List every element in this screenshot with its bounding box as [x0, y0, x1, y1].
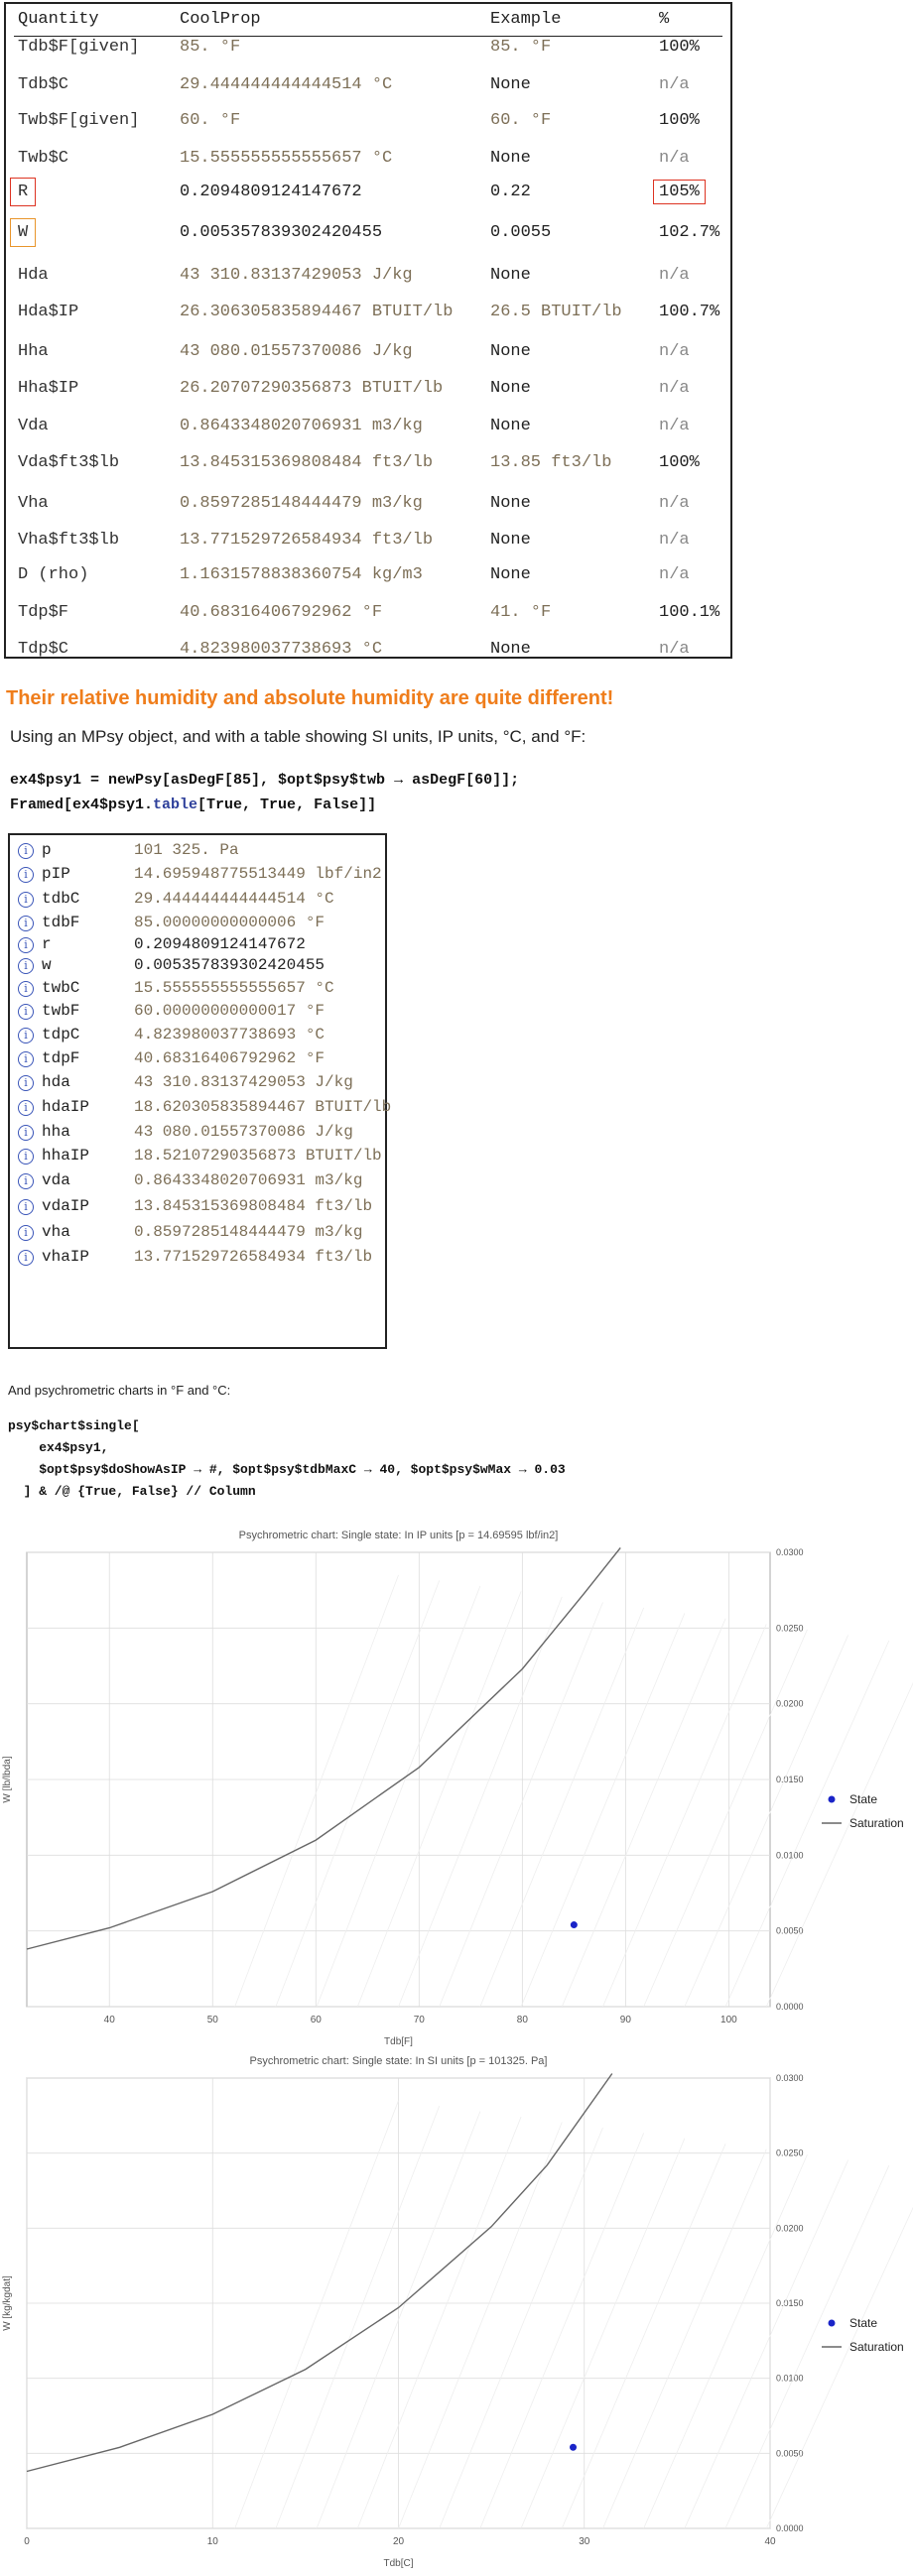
example-cell: 60. °F [490, 111, 552, 130]
percent-cell: n/a [659, 640, 690, 659]
example-cell: 85. °F [490, 38, 552, 57]
quantity-cell: Hda [18, 266, 49, 285]
property-name: tdbC [42, 890, 80, 908]
property-value: 0.8597285148444479 m3/kg [134, 1223, 363, 1241]
coolprop-cell: 26.306305835894467 BTUIT/lb [180, 303, 454, 321]
property-value: 4.823980037738693 °C [134, 1026, 326, 1043]
coolprop-cell: 40.68316406792962 °F [180, 603, 383, 622]
info-icon[interactable]: i [18, 892, 34, 908]
y-tick-label: 0.0200 [776, 2223, 804, 2234]
x-tick-label: 90 [619, 2015, 631, 2025]
percent-cell: 100.1% [659, 603, 720, 622]
saturation-curve [27, 1547, 620, 1949]
coolprop-cell: 0.8597285148444479 m3/kg [180, 494, 423, 513]
property-value: 13.771529726584934 ft3/lb [134, 1248, 373, 1266]
quantity-cell: Tdp$F [18, 603, 69, 622]
property-value: 0.2094809124147672 [134, 935, 306, 953]
quantity-cell: Tdb$C [18, 75, 69, 94]
comparison-table [4, 2, 732, 659]
property-name: hhaIP [42, 1147, 90, 1165]
info-icon[interactable]: i [18, 981, 34, 997]
percent-cell: n/a [659, 531, 690, 550]
quantity-cell: R [10, 178, 36, 206]
coolprop-cell: 1.1631578838360754 kg/m3 [180, 565, 423, 584]
x-axis-label: Tdb[C] [383, 2558, 414, 2569]
percent-cell: n/a [659, 417, 690, 435]
y-tick-label: 0.0150 [776, 1775, 804, 1784]
background-guide-line [235, 1575, 399, 2007]
x-tick-label: 80 [516, 2015, 528, 2025]
background-guide-line [276, 2106, 440, 2528]
coolprop-cell: 0.005357839302420455 [180, 223, 383, 242]
code-line: ] & /@ {True, False} // Column [8, 1484, 256, 1499]
property-name: r [42, 935, 52, 953]
chart-title: Psychrometric chart: Single state: In SI units [p = 101325. Pa] [249, 2055, 548, 2067]
quantity-cell: Vha [18, 494, 49, 513]
code-line-1: ex4$psy1 = newPsy[asDegF[85], $opt$psy$twb → asDegF[60]]; [10, 772, 520, 789]
y-tick-label: 0.0250 [776, 2147, 804, 2158]
x-tick-label: 70 [413, 2015, 425, 2025]
chart-title: Psychrometric chart: Single state: In IP units [p = 14.69595 lbf/in2] [238, 1530, 559, 1541]
y-axis-label: W [lb/lbda] [2, 1756, 13, 1803]
quantity-cell: W [10, 218, 36, 247]
background-guide-line [440, 2128, 603, 2528]
quantity-cell: Tdp$C [18, 640, 69, 659]
info-icon[interactable]: i [18, 1075, 34, 1091]
quantity-cell: Hha [18, 342, 49, 361]
background-guide-line [357, 1591, 521, 2007]
coolprop-cell: 13.845315369808484 ft3/lb [180, 453, 434, 472]
header-example: Example [490, 10, 562, 29]
legend-state-label: State [849, 1792, 878, 1806]
table-row [14, 453, 722, 483]
percent-cell: 100.7% [659, 303, 720, 321]
background-guide-line [317, 1586, 480, 2007]
info-icon[interactable]: i [18, 1199, 34, 1215]
quantity-cell: Tdb$F[given] [18, 38, 140, 57]
property-name: twbF [42, 1002, 80, 1020]
x-tick-label: 50 [206, 2015, 218, 2025]
y-tick-label: 0.0050 [776, 2448, 804, 2459]
percent-cell: n/a [659, 75, 690, 94]
table-row [14, 417, 722, 446]
example-cell: None [490, 640, 531, 659]
example-cell: None [490, 75, 531, 94]
background-guide-line [685, 1635, 848, 2007]
percent-cell: 100% [659, 453, 700, 472]
y-tick-label: 0.0050 [776, 1925, 804, 1936]
table-row [14, 379, 722, 409]
x-tick-label: 10 [206, 2536, 218, 2547]
table-row [14, 494, 722, 524]
table-row [14, 531, 722, 560]
background-guide-line [235, 2101, 399, 2528]
property-name: tdpF [42, 1049, 80, 1067]
y-tick-label: 0.0250 [776, 1623, 804, 1634]
property-name: tdbF [42, 914, 80, 931]
property-value: 13.845315369808484 ft3/lb [134, 1197, 373, 1215]
x-tick-label: 30 [579, 2536, 590, 2547]
legend-saturation-label: Saturation [849, 1816, 904, 1830]
code-line: ex4$psy1, [8, 1440, 109, 1455]
background-guide-line [521, 1613, 685, 2007]
info-icon[interactable]: i [18, 867, 34, 883]
quantity-cell: Vda$ft3$lb [18, 453, 120, 472]
y-tick-label: 0.0200 [776, 1698, 804, 1709]
background-guide-line [480, 2133, 644, 2528]
x-tick-label: 20 [392, 2536, 405, 2547]
legend-state-marker [829, 2320, 836, 2327]
coolprop-cell: 0.8643348020706931 m3/kg [180, 417, 423, 435]
code-text: [True, True, False]] [197, 797, 377, 813]
property-value: 43 310.83137429053 J/kg [134, 1073, 353, 1091]
legend-state-label: State [849, 2316, 878, 2330]
x-tick-label: 0 [24, 2536, 30, 2547]
code-line: $opt$psy$doShowAsIP → #, $opt$psy$tdbMaxC → 40, $opt$psy$wMax → 0.03 [8, 1462, 566, 1477]
background-guide-line [276, 1580, 440, 2007]
property-name: twbC [42, 979, 80, 997]
background-guide-line [644, 1630, 808, 2007]
property-name: hdaIP [42, 1098, 90, 1116]
header-percent: % [659, 10, 670, 29]
ip-psychrometric-chart [0, 1523, 913, 2058]
property-value: 60.00000000000017 °F [134, 1002, 326, 1020]
property-value: 43 080.01557370086 J/kg [134, 1123, 353, 1141]
info-icon[interactable]: i [18, 1225, 34, 1241]
info-icon[interactable]: i [18, 958, 34, 974]
property-name: hha [42, 1123, 70, 1141]
coolprop-cell: 26.20707290356873 BTUIT/lb [180, 379, 444, 398]
example-cell: None [490, 379, 531, 398]
table-row [14, 603, 722, 633]
coolprop-cell: 60. °F [180, 111, 241, 130]
property-value: 0.005357839302420455 [134, 956, 326, 974]
property-name: vhaIP [42, 1248, 90, 1266]
y-tick-label: 0.0300 [776, 1547, 804, 1557]
x-axis-label: Tdb[F] [384, 2036, 413, 2047]
property-value: 85.00000000000006 °F [134, 914, 326, 931]
code-line-2 [10, 797, 376, 813]
quantity-cell: Twb$C [18, 149, 69, 168]
property-name: vda [42, 1171, 70, 1189]
property-value: 15.555555555555657 °C [134, 979, 334, 997]
example-cell: None [490, 342, 531, 361]
info-icon[interactable]: i [18, 1149, 34, 1165]
state-point [570, 2444, 577, 2451]
code-keyword: table [153, 797, 198, 813]
quantity-cell: Vda [18, 417, 49, 435]
background-guide-line [440, 1602, 603, 2007]
example-cell: 26.5 BTUIT/lb [490, 303, 622, 321]
example-cell: 13.85 ft3/lb [490, 453, 612, 472]
percent-cell: 100% [659, 111, 700, 130]
percent-cell: 105% [653, 180, 706, 204]
percent-cell: n/a [659, 342, 690, 361]
state-point [571, 1921, 578, 1928]
background-guide-line [602, 1624, 766, 2007]
legend-state-marker [829, 1796, 836, 1803]
example-cell: None [490, 531, 531, 550]
charts-paragraph: And psychrometric charts in °F and °C: [8, 1383, 231, 1398]
info-icon[interactable]: i [18, 1173, 34, 1189]
quantity-cell: Vha$ft3$lb [18, 531, 120, 550]
info-icon[interactable]: i [18, 1051, 34, 1067]
property-name: hda [42, 1073, 70, 1091]
property-name: vha [42, 1223, 70, 1241]
property-value: 0.8643348020706931 m3/kg [134, 1171, 363, 1189]
property-value: 40.68316406792962 °F [134, 1049, 326, 1067]
quantity-cell: Twb$F[given] [18, 111, 140, 130]
background-guide-line [521, 2139, 685, 2528]
coolprop-cell: 4.823980037738693 °C [180, 640, 383, 659]
coolprop-cell: 43 310.83137429053 J/kg [180, 266, 413, 285]
table-row [14, 38, 722, 67]
si-psychrometric-chart [0, 2048, 913, 2576]
header-quantity: Quantity [18, 10, 99, 29]
example-cell: 0.0055 [490, 223, 552, 242]
coolprop-cell: 15.555555555555657 °C [180, 149, 393, 168]
table-row [14, 342, 722, 372]
info-icon[interactable]: i [18, 937, 34, 953]
example-cell: None [490, 565, 531, 584]
background-guide-line [602, 2149, 766, 2528]
info-icon[interactable]: i [18, 1250, 34, 1266]
table-row [14, 223, 722, 253]
background-guide-line [685, 2160, 848, 2528]
coolprop-cell: 0.2094809124147672 [180, 183, 362, 201]
percent-cell: n/a [659, 565, 690, 584]
background-guide-line [562, 2144, 725, 2528]
y-tick-label: 0.0100 [776, 2373, 804, 2384]
percent-cell: 100% [659, 38, 700, 57]
property-value: 18.620305835894467 BTUIT/lb [134, 1098, 392, 1116]
x-tick-label: 40 [103, 2015, 115, 2025]
x-tick-label: 40 [764, 2536, 776, 2547]
background-guide-line [480, 1608, 644, 2007]
background-guide-line [357, 2117, 521, 2528]
quantity-cell: D (rho) [18, 565, 89, 584]
example-cell: None [490, 149, 531, 168]
info-icon[interactable]: i [18, 1028, 34, 1043]
info-icon[interactable]: i [18, 1100, 34, 1116]
example-cell: 41. °F [490, 603, 552, 622]
header-coolprop: CoolProp [180, 10, 261, 29]
property-value: 18.52107290356873 BTUIT/lb [134, 1147, 382, 1165]
example-cell: None [490, 417, 531, 435]
coolprop-cell: 29.444444444444514 °C [180, 75, 393, 94]
table-row [14, 640, 722, 670]
table-row [14, 565, 722, 595]
code-line: psy$chart$single[ [8, 1418, 140, 1433]
percent-cell: n/a [659, 266, 690, 285]
info-icon[interactable]: i [18, 916, 34, 931]
y-axis-label: W [kg/kgdat] [2, 2275, 13, 2331]
code-text: Framed[ex4$psy1. [10, 797, 154, 813]
background-guide-line [562, 1619, 725, 2007]
x-tick-label: 60 [310, 2015, 322, 2025]
property-name: tdpC [42, 1026, 80, 1043]
background-guide-line [644, 2154, 808, 2528]
y-tick-label: 0.0000 [776, 2002, 804, 2012]
table-row [14, 75, 722, 105]
background-guide-line [399, 1597, 563, 2007]
saturation-curve [27, 2074, 612, 2472]
psy-object-table [8, 833, 392, 1349]
example-cell: 0.22 [490, 183, 531, 201]
coolprop-cell: 85. °F [180, 38, 241, 57]
property-value: 14.695948775513449 lbf/in2 [134, 865, 382, 883]
quantity-cell: Hha$IP [18, 379, 79, 398]
table-row [14, 149, 722, 179]
percent-cell: n/a [659, 379, 690, 398]
example-cell: None [490, 494, 531, 513]
property-name: pIP [42, 865, 70, 883]
property-value: 101 325. Pa [134, 841, 239, 859]
y-tick-label: 0.0300 [776, 2073, 804, 2083]
percent-cell: n/a [659, 494, 690, 513]
intro-paragraph: Using an MPsy object, and with a table showing SI units, IP units, °C, and °F: [10, 727, 587, 746]
property-name: p [42, 841, 52, 859]
table-row [14, 111, 722, 141]
x-tick-label: 100 [720, 2015, 737, 2025]
percent-cell: n/a [659, 149, 690, 168]
table-row [14, 183, 722, 212]
info-icon[interactable]: i [18, 843, 34, 859]
table-row [14, 303, 722, 332]
legend-saturation-label: Saturation [849, 2340, 904, 2354]
y-tick-label: 0.0000 [776, 2523, 804, 2533]
info-icon[interactable]: i [18, 1125, 34, 1141]
property-value: 29.444444444444514 °C [134, 890, 334, 908]
y-tick-label: 0.0100 [776, 1850, 804, 1861]
percent-cell: 102.7% [659, 223, 720, 242]
table-header [14, 10, 722, 37]
coolprop-cell: 13.771529726584934 ft3/lb [180, 531, 434, 550]
highlight-heading: Their relative humidity and absolute humidity are quite different! [6, 687, 614, 709]
example-cell: None [490, 266, 531, 285]
property-name: w [42, 956, 52, 974]
property-name: vdaIP [42, 1197, 90, 1215]
info-icon[interactable]: i [18, 1004, 34, 1020]
background-guide-line [399, 2122, 563, 2528]
y-tick-label: 0.0150 [776, 2298, 804, 2308]
coolprop-cell: 43 080.01557370086 J/kg [180, 342, 413, 361]
table-row [14, 266, 722, 296]
quantity-cell: Hda$IP [18, 303, 79, 321]
